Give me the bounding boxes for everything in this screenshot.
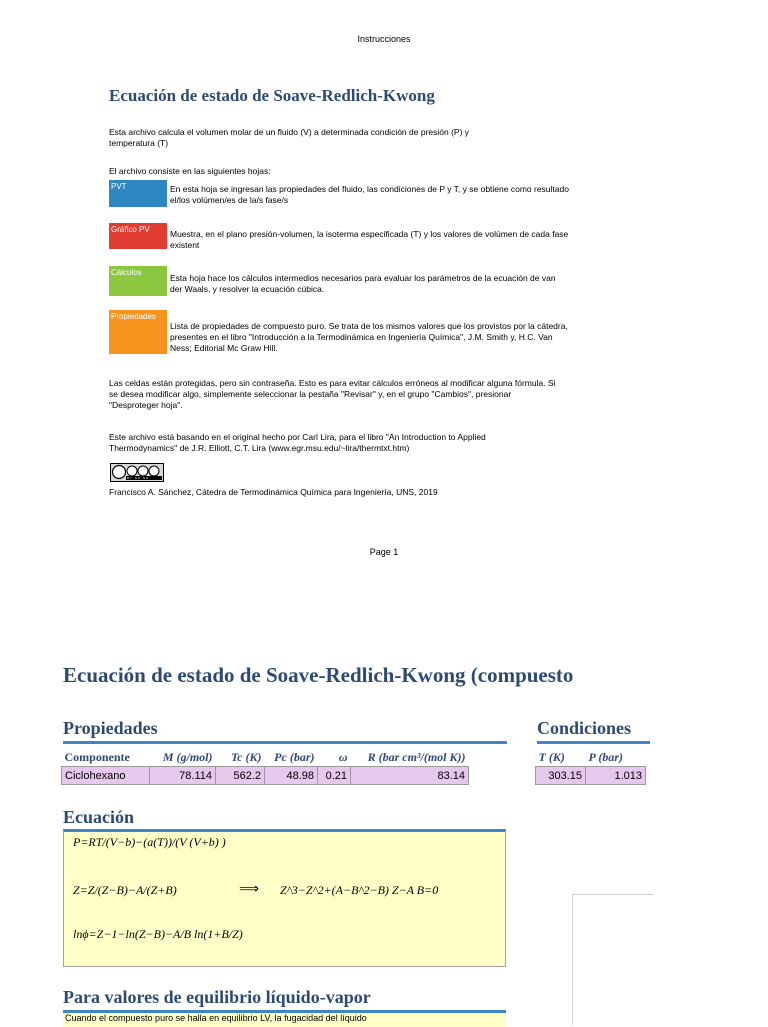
cell-r[interactable]: 83.14 (351, 767, 469, 785)
sheet-tag-propiedades: Propiedades (109, 310, 167, 354)
equilibrio-box (63, 1010, 506, 1027)
table-row (62, 767, 469, 785)
col-componente-label: Componente (64, 749, 130, 764)
sheet-tag-grafico-pv: Gráfico PV (109, 223, 167, 249)
col-omega (318, 748, 351, 767)
sheet-desc-propiedades: Lista de propiedades de compuesto puro. Se trata de los mismos valores que los provistos por la cátedra, presentes en el libro "Introducción a la Termodinámica en Ingeniería Química", J.M. Smith y, H.C. Van Ness; Editorial Mc Graw Hill. (170, 321, 568, 353)
cell-tc[interactable]: 562.2 (216, 767, 265, 785)
col-t-label: T (K) (538, 749, 565, 764)
sheet-tag-pvt: PVT (109, 180, 167, 207)
protection-note: Las celdas están protegidas, pero sin contraseña. Esto es para evitar cálculos erróneos al modificar alguna fórmula. Si se desea modificar algo, simplemente seleccionar la pestaña "Revisar" y, en el grupo "Cambios", presionar "Desproteger hoja". (109, 378, 556, 410)
cell-p[interactable]: 1.013 (586, 767, 646, 785)
ecuacion-box (63, 829, 506, 967)
implies-arrow: ⟹ (239, 882, 260, 897)
eq-z-form: Z=Z/(Z−B)−A/(Z+B) (73, 883, 177, 897)
equilibrio-heading: Para valores de equilibrio líquido-vapor (63, 987, 371, 1007)
cc-license-badge (110, 463, 164, 482)
author-line: Francisco A. Sánchez, Cátedra de Termodinámica Química para Ingeniería, UNS, 2019 (109, 487, 438, 497)
col-omega-label: ω (338, 749, 348, 764)
col-pc (265, 748, 318, 767)
document-title: Ecuación de estado de Soave-Redlich-Kwong (109, 86, 435, 105)
license-badge-text: BY NC SA (127, 476, 149, 480)
col-p (586, 748, 646, 767)
eq-pressure: P=RT/(V−b)−(a(T))/(V (V+b) ) (73, 835, 226, 849)
cell-pc[interactable]: 48.98 (265, 767, 318, 785)
intro-text: Esta archivo calcula el volumen molar de un fluido (V) a determinada condición de presión (P) y temperatura (T) (109, 127, 470, 148)
eq-cubic: Z^3−Z^2+(A−B^2−B) Z−A B=0 (280, 883, 439, 897)
propiedades-rule (63, 741, 507, 744)
sheet-desc-calculos: Esta hoja hace los cálculos intermedios necesarios para evaluar los parámetros de la ecuación de van der Waals, y resolver la ecuación cúbica. (170, 273, 556, 294)
equilibrio-text: Cuando el compuesto puro se halla en equilibrio LV, la fugacidad del líquido (65, 1013, 367, 1023)
sheet-desc-pvt: En esta hoja se ingresan las propiedades del fluido, las condiciones de P y T, y se obtiene como resultado el/los volúmen/es de la/s fase/s (170, 184, 569, 205)
col-tc-label: Tc (K) (230, 749, 262, 764)
cell-m[interactable]: 78.114 (150, 767, 216, 785)
col-m (150, 748, 216, 767)
sheet-desc-grafico-pv: Muestra, en el plano presión-volumen, la isoterma especificada (T) y los valores de volúmen de cada fase existent (170, 229, 569, 250)
page-footer: Page 1 (369, 547, 399, 557)
cell-componente[interactable]: Ciclohexano (62, 767, 150, 785)
sheets-intro: El archivo consiste en las siguientes hojas: (109, 166, 271, 176)
eq-fugacity: lnϕ=Z−1−ln(Z−B)−A/B ln(1+B/Z) (73, 927, 243, 941)
col-r-label: R (bar cm³/(mol K)) (367, 749, 466, 764)
propiedades-table (61, 748, 469, 785)
cell-omega[interactable]: 0.21 (318, 767, 351, 785)
sheet-title: Ecuación de estado de Soave-Redlich-Kwong (compuesto (63, 663, 574, 687)
cell-t[interactable]: 303.15 (536, 767, 586, 785)
chart-frame (572, 894, 653, 1025)
condiciones-heading: Condiciones (537, 718, 632, 738)
condiciones-rule (537, 741, 650, 744)
sheet-tag-calculos: Cálculos (109, 266, 167, 296)
page-header: Instrucciones (357, 34, 411, 44)
col-r (351, 748, 469, 767)
table-row (536, 767, 646, 785)
col-m-label: M (g/mol) (162, 749, 213, 764)
condiciones-table (535, 748, 646, 785)
col-t (536, 748, 586, 767)
col-tc (216, 748, 265, 767)
col-p-label: P (bar) (588, 749, 624, 764)
col-componente (62, 748, 150, 767)
propiedades-heading: Propiedades (63, 718, 158, 738)
col-pc-label: Pc (bar) (274, 749, 315, 764)
ecuacion-heading: Ecuación (63, 807, 135, 827)
based-on-note: Este archivo está basando en el original hecho por Carl Lira, para el libro "An Introduction to Applied Thermodynamics" de J.R. Elliott, C.T. Lira (www.egr.msu.edu/~lira/thermtxt.htm) (109, 432, 486, 453)
